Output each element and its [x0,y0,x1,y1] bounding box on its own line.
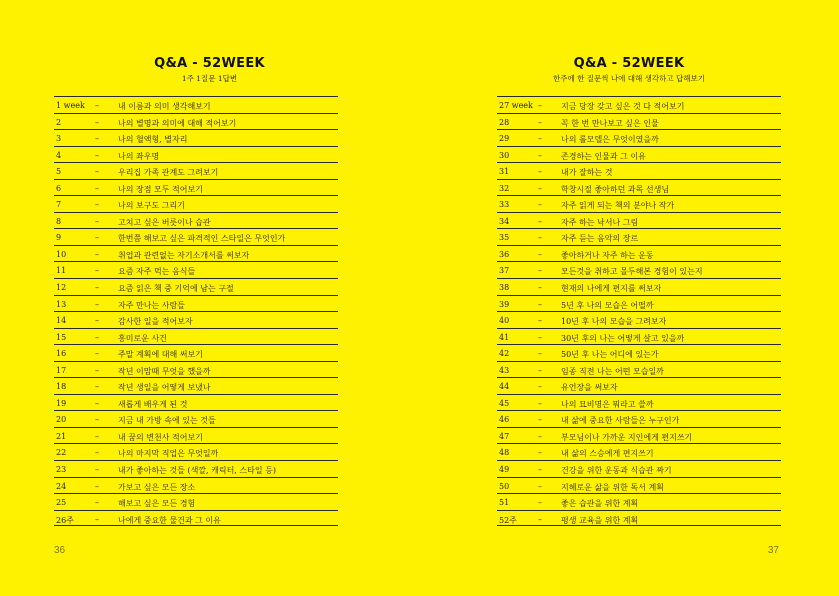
question-text: 자주 읽게 되는 책의 분야나 작가 [561,201,675,211]
question-row [497,96,781,113]
question-row [54,394,338,411]
question-row [54,228,338,245]
left-page [0,0,419,596]
page-subtitle: 1주 1질문 1답변 [181,74,238,83]
week-number: 20 [56,415,67,425]
question-row [497,510,781,527]
question-row [497,427,781,444]
question-row [54,410,338,427]
question-row [497,245,781,262]
question-text: 나의 좌우명 [118,151,160,161]
week-number: 26주 [56,515,74,525]
week-number: 7 [56,200,62,210]
week-number: 49 [499,465,510,475]
dash-separator: – [538,134,542,144]
question-row [54,311,338,328]
dash-separator: – [95,283,99,293]
question-text: 작년 생일을 어떻게 보냈나 [118,383,211,393]
dash-separator: – [538,216,542,226]
week-number: 5 [56,167,62,177]
question-row [54,261,338,278]
question-text: 좋은 습관을 위한 계획 [561,499,639,509]
question-row [54,295,338,312]
question-text: 우리집 가족 관계도 그려보기 [118,168,219,178]
question-text: 한번쯤 해보고 싶은 파격적인 스타일은 무엇인가 [118,234,286,244]
question-row [54,427,338,444]
dash-separator: – [95,465,99,475]
question-text: 학창시절 좋아하던 과목 선생님 [561,184,670,194]
dash-separator: – [95,183,99,193]
dash-separator: – [538,481,542,491]
question-row [54,162,338,179]
dash-separator: – [95,233,99,243]
question-row [497,295,781,312]
week-number: 14 [56,316,67,326]
question-row [497,228,781,245]
week-number: 9 [56,233,62,243]
week-number: 51 [499,498,510,508]
question-list [54,96,338,526]
question-row [497,328,781,345]
week-number: 42 [499,349,510,359]
dash-separator: – [538,365,542,375]
page-number: 37 [767,545,779,556]
question-row [497,394,781,411]
dash-separator: – [95,216,99,226]
question-text: 부모님이나 가까운 지인에게 편지쓰기 [561,432,693,442]
question-row [54,460,338,477]
dash-separator: – [95,150,99,160]
question-list [497,96,781,526]
page-title: Q&A - 52WEEK [573,56,685,71]
dash-separator: – [538,200,542,210]
question-text: 지혜로운 삶을 위한 독서 계획 [561,482,664,492]
question-row [497,261,781,278]
question-text: 존경하는 인물과 그 이유 [561,151,646,161]
question-text: 꼭 한 번 만나보고 싶은 인물 [561,118,659,128]
question-text: 나의 보구도 그리기 [118,201,185,211]
question-text: 5년 후 나의 모습은 어떨까 [561,300,654,310]
week-number: 6 [56,183,62,193]
question-row [497,493,781,510]
question-row [54,146,338,163]
dash-separator: – [538,514,542,524]
question-row [54,212,338,229]
dash-separator: – [538,448,542,458]
week-number: 44 [499,382,510,392]
question-row [54,278,338,295]
week-number: 12 [56,283,67,293]
question-text: 임종 직전 나는 어떤 모습일까 [561,366,664,376]
week-number: 46 [499,415,510,425]
week-number: 25 [56,498,67,508]
question-text: 평생 교육을 위한 계획 [561,515,639,525]
week-number: 23 [56,465,67,475]
week-number: 48 [499,448,510,458]
dash-separator: – [538,283,542,293]
question-text: 모든것을 취하고 몰두해본 경험이 있는지 [561,267,703,277]
question-text: 나의 혈액형, 별자리 [118,135,188,145]
week-number: 18 [56,382,67,392]
week-number: 32 [499,183,510,193]
dash-separator: – [538,398,542,408]
question-row [497,311,781,328]
week-number: 21 [56,431,67,441]
dash-separator: – [95,299,99,309]
question-text: 요즘 읽은 책 중 기억에 남는 구절 [118,284,234,294]
question-text: 지금 당장 갖고 싶은 것 다 적어보기 [561,102,685,111]
dash-separator: – [538,415,542,425]
question-text: 건강을 위한 운동과 식습관 짜기 [561,466,672,476]
week-number: 50 [499,481,510,491]
question-row [54,344,338,361]
question-text: 주말 계획에 대해 써보기 [118,350,203,360]
question-row [54,113,338,130]
week-number: 39 [499,299,510,309]
week-number: 35 [499,233,510,243]
week-number: 37 [499,266,510,276]
week-number: 22 [56,448,67,458]
question-text: 내가 잘하는 것 [561,168,613,178]
week-number: 45 [499,398,510,408]
question-text: 취업과 관련없는 자기소개서를 써보자 [118,250,250,260]
question-row [497,179,781,196]
page-title: Q&A - 52WEEK [154,56,265,71]
week-number: 1 week [56,101,85,110]
week-number: 19 [56,398,67,408]
question-row [54,377,338,394]
dash-separator: – [538,316,542,326]
question-row [54,328,338,345]
dash-separator: – [538,150,542,160]
dash-separator: – [95,200,99,210]
dash-separator: – [95,415,99,425]
dash-separator: – [95,448,99,458]
question-row [497,146,781,163]
week-number: 28 [499,117,510,127]
week-number: 3 [56,134,62,144]
question-text: 내가 좋아하는 것들 (색깔, 캐릭터, 스타일 등) [118,466,276,476]
dash-separator: – [538,183,542,193]
week-number: 27 week [499,101,533,110]
dash-separator: – [538,465,542,475]
dash-separator: – [538,349,542,359]
question-row [54,477,338,494]
dash-separator: – [95,514,99,524]
right-page [419,0,839,596]
question-text: 자주 듣는 음악의 장르 [561,234,639,244]
dash-separator: – [538,299,542,309]
week-number: 40 [499,316,510,326]
dash-separator: – [95,167,99,177]
question-text: 작년 이맘때 무엇을 했을까 [118,366,211,376]
question-row [54,195,338,212]
question-text: 나의 롤모델은 무엇이였을까 [561,135,659,145]
question-row [54,493,338,510]
question-text: 나의 묘비명은 뭐라고 쓸까 [561,399,654,409]
question-row [497,129,781,146]
question-text: 내 꿈의 변천사 적어보기 [118,432,203,442]
question-text: 지금 내 가방 속에 있는 것들 [118,416,216,426]
dash-separator: – [95,117,99,127]
dash-separator: – [95,481,99,491]
dash-separator: – [95,365,99,375]
week-number: 24 [56,481,67,491]
question-text: 나의 마지막 직업은 무엇일까 [118,449,219,459]
question-row [497,344,781,361]
dash-separator: – [95,431,99,441]
question-text: 30년 후의 나는 어떻게 살고 있을까 [561,333,685,343]
week-number: 16 [56,349,67,359]
page-number: 36 [54,545,66,556]
dash-separator: – [538,266,542,276]
dash-separator: – [95,332,99,342]
dash-separator: – [95,266,99,276]
question-row [54,96,338,113]
question-text: 자주 하는 낙서나 그림 [561,217,639,227]
week-number: 4 [56,150,62,160]
question-text: 내 삶의 스승에게 편지쓰기 [561,449,654,459]
question-text: 자주 만나는 사람들 [118,300,185,310]
question-row [54,443,338,460]
week-number: 33 [499,200,510,210]
dash-separator: – [95,498,99,508]
question-text: 흥미로운 사건 [118,333,167,343]
page-subtitle: 한주에 한 질문씩 나에 대해 생각하고 답해보기 [553,74,705,83]
week-number: 43 [499,365,510,375]
question-text: 내 이름과 의미 생각해보기 [118,102,211,111]
question-text: 유언장을 써보자 [561,383,618,393]
question-row [497,113,781,130]
question-row [54,510,338,527]
dash-separator: – [538,233,542,243]
dash-separator: – [95,134,99,144]
question-text: 현재의 나에게 편지를 써보자 [561,284,662,294]
dash-separator: – [538,332,542,342]
dash-separator: – [538,498,542,508]
question-text: 10년 후 나의 모습을 그려보자 [561,317,667,327]
question-text: 감사한 일을 적어보자 [118,317,193,327]
week-number: 15 [56,332,67,342]
question-row [497,162,781,179]
question-text: 내 삶에 중요한 사람들은 누구인가 [561,416,680,426]
question-text: 요즘 자주 먹는 음식들 [118,267,196,277]
question-row [497,278,781,295]
dash-separator: – [95,398,99,408]
dash-separator: – [538,382,542,392]
week-number: 8 [56,216,62,226]
question-row [497,377,781,394]
question-row [497,410,781,427]
week-number: 17 [56,365,67,375]
question-text: 나에게 중요한 물건과 그 이유 [118,515,221,525]
dash-separator: – [538,167,542,177]
week-number: 2 [56,117,62,127]
question-text: 나의 장점 모두 적어보기 [118,184,203,194]
dash-separator: – [95,249,99,259]
week-number: 41 [499,332,510,342]
week-number: 13 [56,299,67,309]
question-row [54,179,338,196]
week-number: 11 [56,266,67,276]
question-text: 가보고 싶은 모든 장소 [118,482,196,492]
week-number: 52주 [499,515,517,525]
week-number: 10 [56,249,67,259]
week-number: 29 [499,134,510,144]
question-row [54,129,338,146]
dash-separator: – [538,249,542,259]
dash-separator: – [95,316,99,326]
question-row [54,361,338,378]
question-text: 해보고 싶은 모든 경험 [118,499,196,509]
question-row [497,477,781,494]
week-number: 38 [499,283,510,293]
question-row [497,460,781,477]
question-row [497,212,781,229]
week-number: 31 [499,167,510,177]
question-text: 좋아하거나 자주 하는 운동 [561,250,654,260]
dash-separator: – [95,382,99,392]
dash-separator: – [95,101,99,110]
dash-separator: – [95,349,99,359]
week-number: 30 [499,150,510,160]
dash-separator: – [538,117,542,127]
week-number: 47 [499,431,510,441]
question-text: 나의 별명과 의미에 대해 적어보기 [118,118,237,128]
question-row [497,361,781,378]
question-text: 새롭게 배우게 된 것 [118,399,188,409]
question-row [497,195,781,212]
question-row [54,245,338,262]
week-number: 34 [499,216,510,226]
question-row [497,443,781,460]
question-text: 고치고 싶은 버릇이나 습관 [118,217,211,227]
week-number: 36 [499,249,510,259]
dash-separator: – [538,431,542,441]
question-text: 50년 후 나는 어디에 있는가 [561,350,659,360]
dash-separator: – [538,101,542,110]
